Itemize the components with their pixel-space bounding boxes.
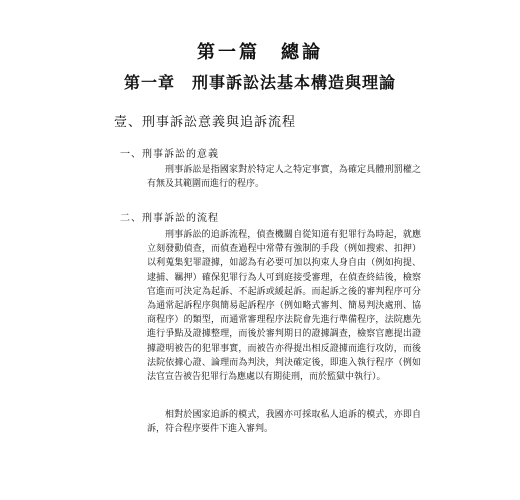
section-title: 壹、刑事訴訟意義與追訴流程	[114, 115, 297, 130]
subsection-heading-process: 二、刑事訴訟的流程	[120, 213, 219, 224]
paragraph-process: 刑事訴訟的追訴流程，偵查機關自從知道有犯罪行為時起，就應立刻發動偵查，而偵查過程中常帶有強制的手段（例如搜索、扣押）以利蒐集犯罪證據，如認為有必要可加以拘束人身自由（例如拘提、逮捕、羈押）確保犯罪行為人可到庭接受審理，在偵查終結後，檢察官進而可決定為起訴、不起訴或緩起訴。而起訴之後的審判程序可分為通常起訴程序與簡易起訴程序（例如略式審判、簡易判決處刑、協商程序）的類型，而通常審理程序法院會先進行準備程序，法院應先進行爭點及證據整理，而後於審判期日的證據調查，檢察官應提出證據證明被告的犯罪事實，而被告亦得提出相反證據而進行攻防，而後法院依據心證、論理而為判決，判決確定後，即進入執行程序（例如法官宣告被告犯罪行為應處以有期徒刑，而於監獄中執行）。	[147, 230, 421, 383]
subsection-heading-meaning: 一、刑事訴訟的意義	[120, 149, 219, 160]
part-title: 第一篇 總論	[197, 42, 323, 63]
chapter-title: 第一章 刑事訴訟法基本構造與理論	[123, 73, 396, 92]
paragraph-private-prosecution: 相對於國家追訴的模式，我國亦可採取私人追訴的模式，亦即自訴，符合程序要件下進入審判。	[147, 410, 421, 435]
paragraph-meaning: 刑事訴訟是指國家對於特定人之特定事實，為確定具體刑罰權之有無及其範圍而進行的程序。	[147, 165, 421, 190]
